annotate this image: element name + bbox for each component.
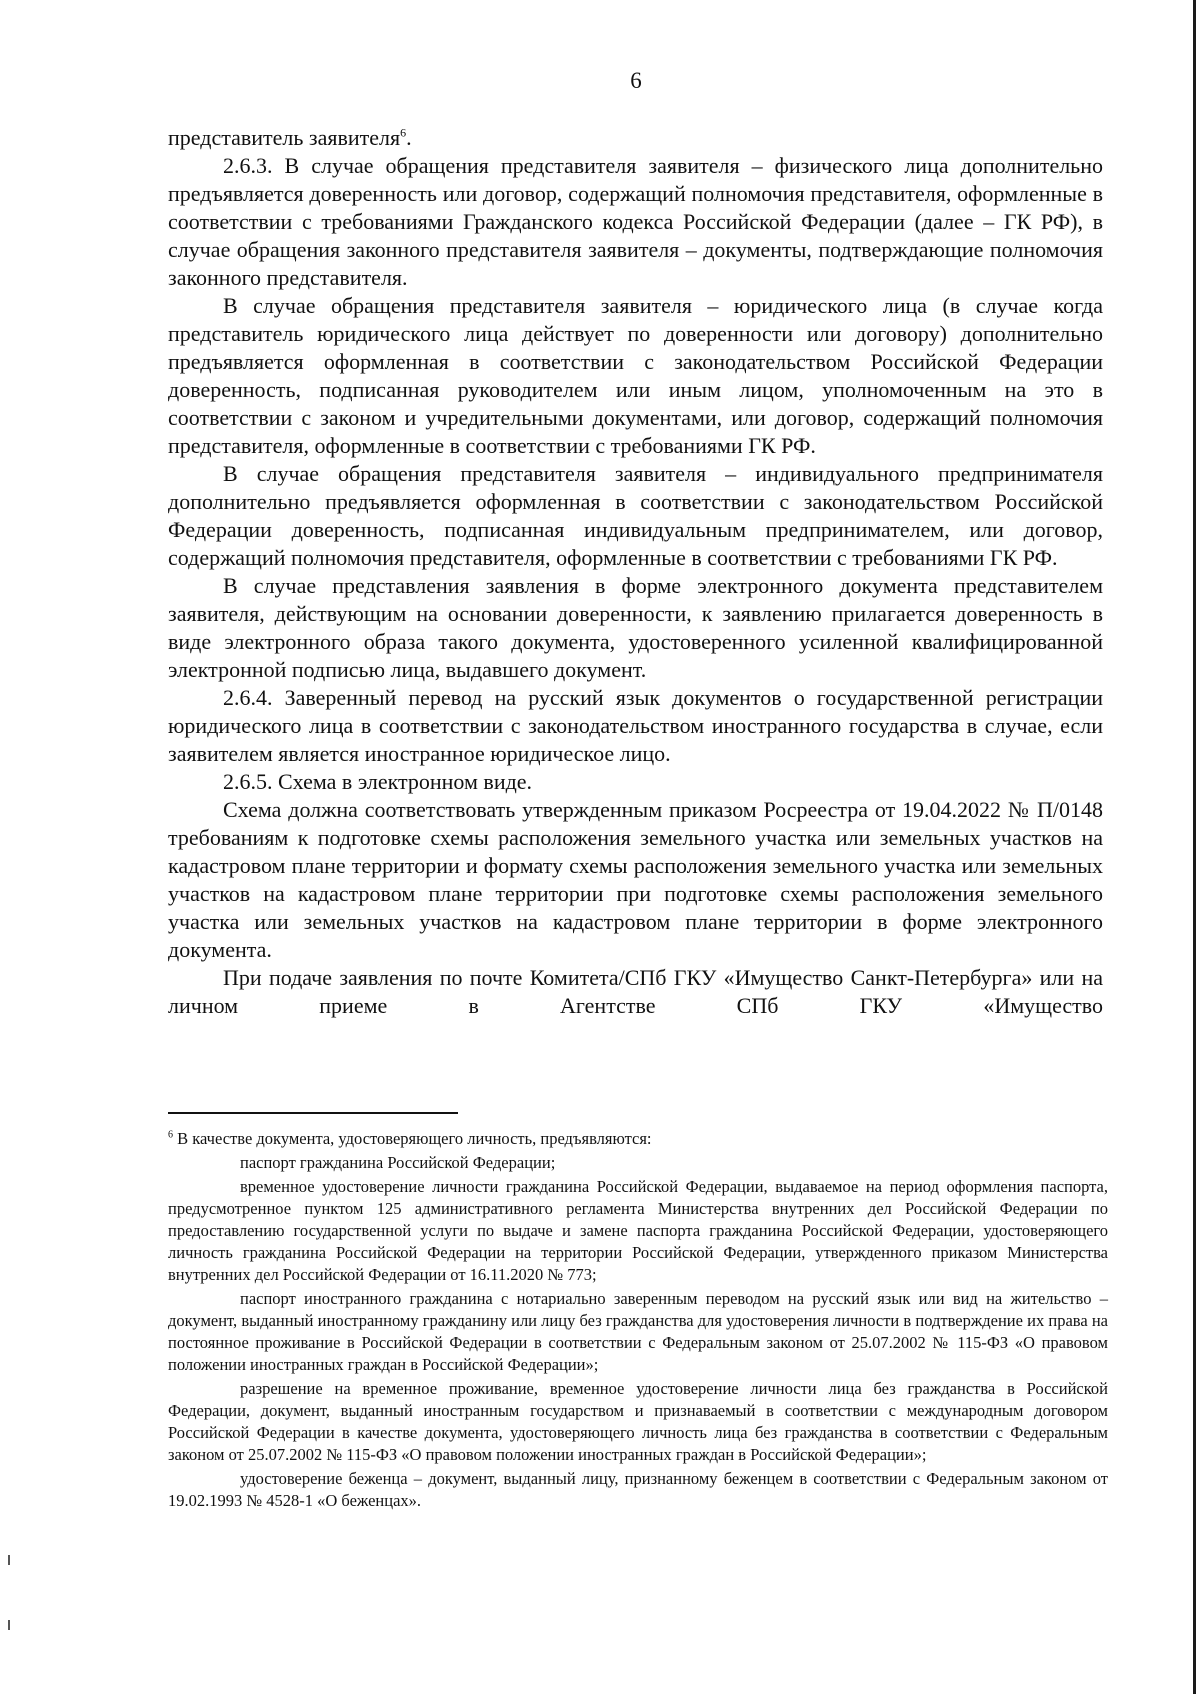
footnote-item: паспорт гражданина Российской Федерации; [240, 1153, 556, 1172]
paragraph: При подаче заявления по почте Комитета/СПб ГКУ «Имущество Санкт-Петербурга» или на личном приеме в Агентстве СПб ГКУ «Имущество [168, 965, 1103, 1018]
margin-mark [8, 1620, 10, 1630]
page-edge [1193, 0, 1196, 1694]
footnote-item: временное удостоверение личности гражданина Российской Федерации, выдаваемое на период оформления паспорта, предусмотренное пунктом 125 административного регламента Министерства внутренних дел Российской Федерации по предоставлению государственной услуги по выдаче и замене паспорта гражданина Российской Федерации, удостоверяющего личность гражданина Российской Федерации на территории Российской Федерации, утвержденного приказом Министерства внутренних дел Российской Федерации от 16.11.2020 № 773; [168, 1177, 1108, 1284]
paragraph: В случае представления заявления в форме электронного документа представителем заявителя, действующим на основании доверенности, к заявлению прилагается доверенность в виде электронного образа такого документа, удостоверенного усиленной квалифицированной электронной подписью лица, выдавшего документ. [168, 573, 1103, 682]
footnotes [168, 1128, 1108, 1514]
paragraph: 2.6.3. В случае обращения представителя заявителя – физического лица дополнительно предъявляется доверенность или договор, содержащий полномочия представителя, оформленные в соответствии с требованиями Гражданского кодекса Российской Федерации (далее – ГК РФ), в случае обращения законного представителя заявителя – документы, подтверждающие полномочия законного представителя. [168, 153, 1103, 290]
footnote-item: разрешение на временное проживание, временное удостоверение личности лица без гражданства в Российской Федерации, документ, выданный иностранным государством и признаваемый в соответствии с международным договором Российской Федерации в качестве документа, удостоверяющего личность лица без гражданства в соответствии с Федеральным законом от 25.07.2002 № 115-ФЗ «О правовом положении иностранных граждан в Российской Федерации»; [168, 1379, 1108, 1464]
main-text [168, 124, 1103, 1020]
footnote-item [168, 1128, 1108, 1150]
footnote-text: В качестве документа, удостоверяющего личность, предъявляются: [177, 1129, 652, 1148]
paragraph: 2.6.5. Схема в электронном виде. [223, 769, 533, 794]
paragraph: Схема должна соответствовать утвержденным приказом Росреестра от 19.04.2022 № П/0148 требованиям к подготовке схемы расположения земельного участка или земельных участков на кадастровом плане территории и формату схемы расположения земельного участка или земельных участков на кадастровом плане территории при подготовке схемы расположения земельного участка или земельных участков на кадастровом плане территории в форме электронного документа. [168, 797, 1103, 962]
footnote-item: паспорт иностранного гражданина с нотариально заверенным переводом на русский язык или вид на жительство – документ, выданный иностранному гражданину или лицу без гражданства для удостоверения личности в подтверждение их права на постоянное проживание в Российской Федерации в соответствии с Федеральным законом от 25.07.2002 № 115-ФЗ «О правовом положении иностранных граждан в Российской Федерации»; [168, 1289, 1108, 1374]
paragraph: представитель заявителя$^6$. [168, 125, 412, 150]
paragraph-text: представитель заявителя [168, 125, 401, 150]
footnote-marker: 6 [400, 125, 407, 140]
footnote-number: 6 [168, 1129, 173, 1141]
paragraph: В случае обращения представителя заявителя – юридического лица (в случае когда представитель юридического лица действует по доверенности или договору) дополнительно предъявляется оформленная в соответствии с законодательством Российской Федерации доверенность, подписанная руководителем или иным лицом, уполномоченным на это в соответствии с законом и учредительными документами, или договор, содержащий полномочия представителя, оформленные в соответствии с требованиями ГК РФ. [168, 293, 1103, 458]
footnote-item: удостоверение беженца – документ, выданный лицу, признанному беженцем в соответствии с Федеральным законом от 19.02.1993 № 4528-1 «О беженцах». [168, 1469, 1108, 1510]
margin-mark [8, 1555, 10, 1565]
paragraph: 2.6.4. Заверенный перевод на русский язык документов о государственной регистрации юридического лица в соответствии с законодательством иностранного государства в случае, если заявителем является иностранное юридическое лицо. [168, 685, 1103, 766]
footnote-separator [168, 1112, 458, 1114]
page-number: 6 [630, 68, 642, 93]
paragraph: В случае обращения представителя заявителя – индивидуального предпринимателя дополнительно предъявляется оформленная в соответствии с законодательством Российской Федерации доверенность, подписанная индивидуальным предпринимателем, или договор, содержащий полномочия представителя, оформленные в соответствии с требованиями ГК РФ. [168, 461, 1103, 570]
